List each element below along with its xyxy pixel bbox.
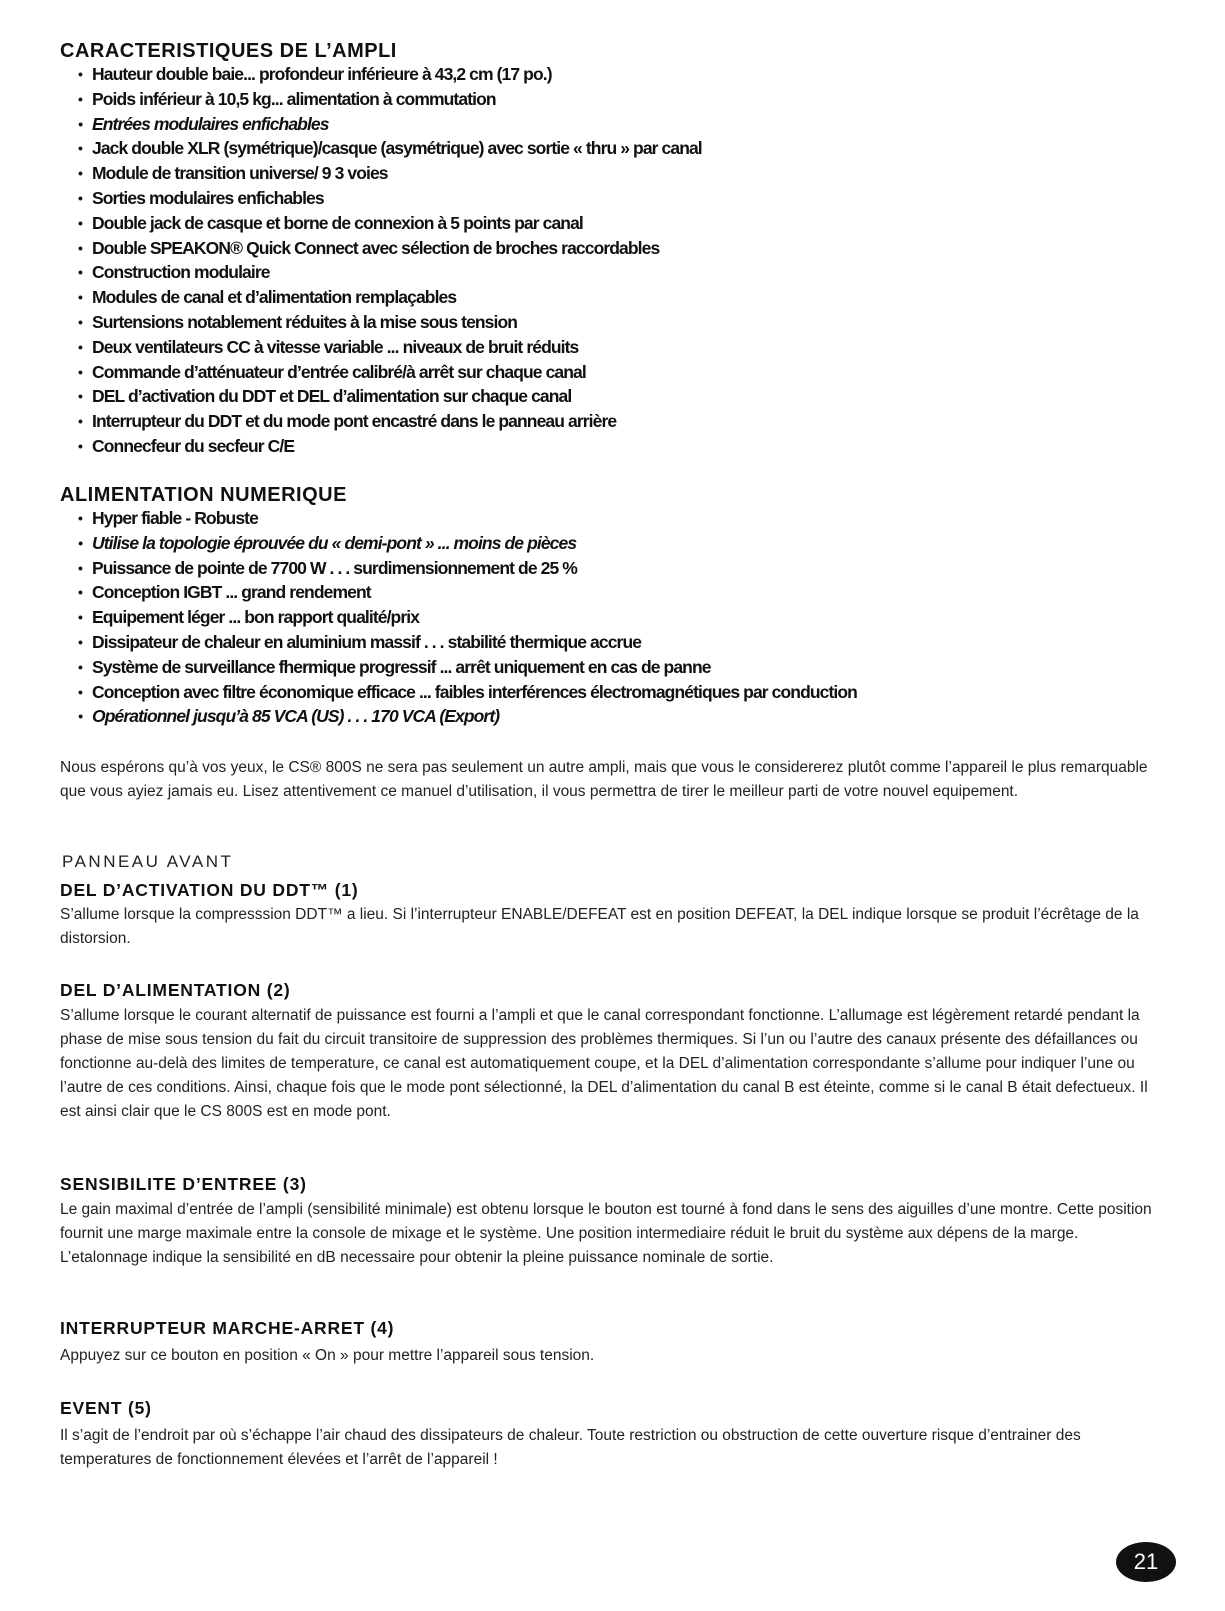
list-item: • Connecfeur du secfeur C/E (76, 434, 702, 459)
del-activation-text: S’allume lorsque la compresssion DDT™ a lieu. Si l’interrupteur ENABLE/DEFEAT est en position DEFEAT, la DEL indique lorsque se produit l’écrêtage de la distorsion. (60, 906, 1139, 947)
list-item: • Deux ventilateurs CC à vitesse variable ... niveaux de bruit réduits (76, 335, 702, 360)
alimentation-list (76, 506, 857, 729)
list-item: • Puissance de pointe de 7700 W . . . surdimensionnement de 25 % (76, 556, 857, 581)
event-text: Il s’agit de l’endroit par où s’échappe l’air chaud des dissipateurs de chaleur. Toute restriction ou obstruction de cette ouverture risque d’entrainer des temperatures de fonctionnement élevées et l’arrêt de l’appareil ! (60, 1427, 1081, 1468)
list-item: • Conception IGBT ... grand rendement (76, 580, 857, 605)
list-item: • Entrées modulaires enfichables (76, 112, 702, 137)
panneau-title: PANNEAU AVANT (62, 852, 234, 871)
list-item: • Hyper fiable - Robuste (76, 506, 857, 531)
caracteristiques-title: CARACTERISTIQUES DE L’AMPLI (60, 40, 397, 62)
caracteristiques-list (76, 62, 702, 459)
list-item: • Utilise la topologie éprouvée du « demi-pont » ... moins de pièces (76, 531, 857, 556)
sensibilite-text-block (60, 1198, 1170, 1270)
del-alimentation-heading: DEL D’ALIMENTATION (2) (60, 980, 291, 1000)
list-item: • Opérationnel jusqu’à 85 VCA (US) . . . 170 VCA (Export) (76, 704, 857, 729)
list-item: • Dissipateur de chaleur en aluminium massif . . . stabilité thermique accrue (76, 630, 857, 655)
interrupteur-text-block (60, 1344, 1170, 1368)
list-item: • Equipement léger ... bon rapport qualité/prix (76, 605, 857, 630)
list-item: • DEL d’activation du DDT et DEL d’alimentation sur chaque canal (76, 384, 702, 409)
list-item: • Module de transition universe/ 9 3 voies (76, 161, 702, 186)
sensibilite-heading: SENSIBILITE D’ENTREE (3) (60, 1174, 307, 1194)
alimentation-title: ALIMENTATION NUMERIQUE (60, 484, 347, 506)
page-number: 21 (1116, 1542, 1176, 1582)
list-item: • Surtensions notablement réduites à la mise sous tension (76, 310, 702, 335)
interrupteur-heading: INTERRUPTEUR MARCHE-ARRET (4) (60, 1318, 395, 1338)
list-item: • Interrupteur du DDT et du mode pont encastré dans le panneau arrière (76, 409, 702, 434)
list-item: • Jack double XLR (symétrique)/casque (asymétrique) avec sortie « thru » par canal (76, 136, 702, 161)
list-item: • Commande d’atténuateur d’entrée calibré/à arrêt sur chaque canal (76, 360, 702, 385)
list-item: • Poids inférieur à 10,5 kg... alimentation à commutation (76, 87, 702, 112)
del-alimentation-text-block (60, 1004, 1170, 1124)
sensibilite-text: Le gain maximal d’entrée de l’ampli (sensibilité minimale) est obtenu lorsque le bouton est tourné à fond dans le sens des aiguilles d’une montre. Cette position fournit une marge maximale entre la console de mixage et le système. Une position intermediaire réduit le bruit du système aux dépens de la marge. L’etalonnage indique la sensibilité en dB necessaire pour obtenir la pleine puissance nominale de sortie. (60, 1201, 1152, 1266)
del-alimentation-text: S’allume lorsque le courant alternatif de puissance est fourni a l’ampli et que le canal correspondant fonctionne. L’allumage est légèrement retardé pendant la phase de mise sous tension du fait du circuit transitoire de suppression des problèmes thermiques. Si l’un ou l’autre des canaux présente des défaillances ou fonctionne au-delà des limites de temperature, ce canal est automatiquement coupe, et la DEL d’alimentation correspondante s’allume pour indiquer l’une ou l’autre de ces conditions. Ainsi, chaque fois que le mode pont sélectionné, la DEL d’alimentation du canal B est éteinte, comme si le canal B était defectueux. Il est ainsi clair que le CS 800S est en mode pont. (60, 1007, 1148, 1120)
interrupteur-text: Appuyez sur ce bouton en position « On » pour mettre l’appareil sous tension. (60, 1347, 595, 1364)
intro-paragraph (60, 756, 1170, 804)
del-activation-heading: DEL D’ACTIVATION DU DDT™ (1) (60, 880, 359, 900)
intro-text: Nous espérons qu’à vos yeux, le CS® 800S ne sera pas seulement un autre ampli, mais que vous le considererez plutôt comme l’appareil le plus remarquable que vous ayiez jamais eu. Lisez attentivement ce manuel d’utilisation, il vous permettra de tirer le meilleur parti de votre nouvel equipement. (60, 759, 1148, 800)
list-item: • Double jack de casque et borne de connexion à 5 points par canal (76, 211, 702, 236)
list-item: • Hauteur double baie... profondeur inférieure à 43,2 cm (17 po.) (76, 62, 702, 87)
del-activation-text-block (60, 903, 1170, 951)
event-heading: EVENT (5) (60, 1398, 152, 1418)
event-text-block (60, 1424, 1170, 1472)
list-item: • Construction modulaire (76, 260, 702, 285)
list-item: • Système de surveillance fhermique progressif ... arrêt uniquement en cas de panne (76, 655, 857, 680)
list-item: • Conception avec filtre économique efficace ... faibles interférences électromagnétiques par conduction (76, 680, 857, 705)
list-item: • Sorties modulaires enfichables (76, 186, 702, 211)
list-item: • Double SPEAKON® Quick Connect avec sélection de broches raccordables (76, 236, 702, 261)
list-item: • Modules de canal et d’alimentation remplaçables (76, 285, 702, 310)
